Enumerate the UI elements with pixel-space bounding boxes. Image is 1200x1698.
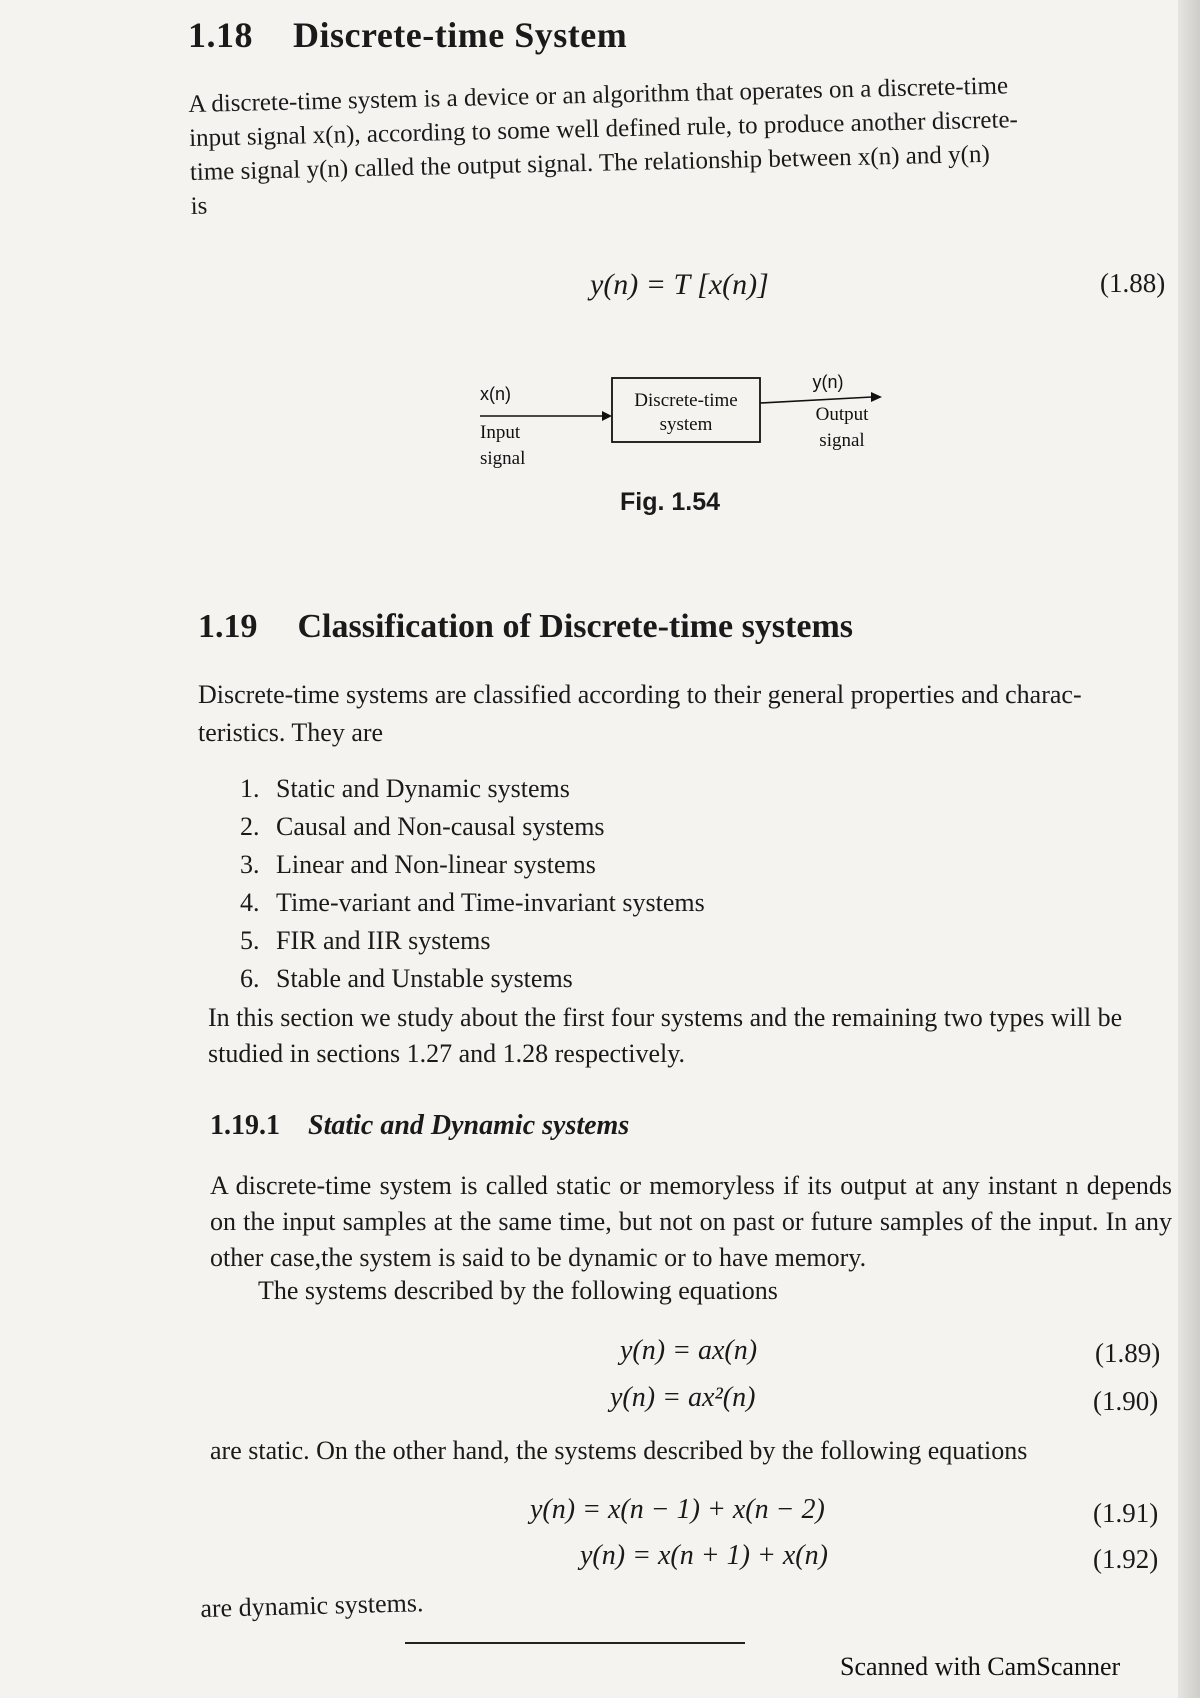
block-diagram	[470, 370, 910, 480]
equation-number: (1.88)	[1100, 268, 1166, 298]
output-label-line-2: signal	[819, 430, 865, 451]
list-item	[240, 808, 705, 846]
equation-number: (1.90)	[1093, 1386, 1159, 1416]
output-symbol: y(n)	[812, 372, 844, 392]
subsection-title: Static and Dynamic systems	[308, 1110, 630, 1141]
static-statement: are static. On the other hand, the systems described by the following equations	[210, 1436, 1028, 1465]
subsection-number: 1.19.1	[210, 1110, 280, 1141]
list-item-text: Linear and Non-linear systems	[276, 850, 596, 879]
list-item	[240, 884, 705, 922]
equation-number: (1.92)	[1093, 1544, 1159, 1574]
input-label-line-1: Input	[480, 422, 521, 443]
equation-1-91: y(n) = x(n − 1) + x(n − 2)	[530, 1494, 825, 1525]
equation-number: (1.89)	[1095, 1338, 1161, 1368]
list-item-text: Time-variant and Time-invariant systems	[276, 888, 705, 917]
list-item-text: Causal and Non-causal systems	[276, 812, 605, 841]
section-1-18-heading	[188, 14, 627, 56]
paragraph-line: input signal x(n), according to some well defined rule, to produce another discrete-	[188, 106, 1019, 152]
figure-caption: Fig. 1.54	[620, 488, 721, 516]
output-arrow-line	[760, 397, 872, 403]
dynamic-statement: are dynamic systems.	[200, 1588, 424, 1623]
equation-1-90: y(n) = ax²(n)	[610, 1382, 756, 1413]
subsection-paragraph: A discrete-time system is called static or memoryless if its output at any instant n depends on the input samples at the same time, but not on past or future samples of the input. In any other case,the system is said to be dynamic or to have memory.	[210, 1171, 1172, 1272]
list-item	[240, 922, 705, 960]
list-item	[240, 960, 705, 998]
paragraph-line: A discrete-time system is a device or an algorithm that operates on a discrete-time	[188, 72, 1009, 118]
section-1-18-paragraph	[188, 66, 1171, 224]
list-item-number: 4.	[240, 888, 260, 917]
footer-rule	[405, 1642, 745, 1644]
system-box-line-1: Discrete-time	[634, 390, 738, 411]
section-title: Classification of Discrete-time systems	[297, 608, 854, 645]
equation-1-88: y(n) = T [x(n)]	[590, 268, 769, 301]
equation-number: (1.91)	[1093, 1498, 1159, 1528]
subsection-1-19-1-heading	[210, 1110, 629, 1142]
list-item-number: 1.	[240, 774, 260, 803]
section-1-19-heading	[198, 608, 853, 646]
paragraph-line: is	[190, 192, 208, 220]
indented-line: The systems described by the following equations	[258, 1276, 778, 1305]
equation-1-92: y(n) = x(n + 1) + x(n)	[580, 1540, 828, 1571]
section-title: Discrete-time System	[293, 15, 628, 55]
list-item	[240, 770, 705, 808]
section-number: 1.18	[188, 15, 253, 55]
section-1-19-intro: Discrete-time systems are classified according to their general properties and charac- teristics. They are	[198, 680, 1082, 747]
list-item-number: 2.	[240, 812, 260, 841]
section-1-19-summary: In this section we study about the first four systems and the remaining two types will be studied in sections 1.27 and 1.28 respectively.	[208, 1003, 1123, 1068]
scanner-watermark: Scanned with CamScanner	[840, 1652, 1121, 1681]
input-label-line-2: signal	[480, 448, 526, 469]
page-edge-shadow	[1178, 0, 1200, 1698]
list-item-text: Stable and Unstable systems	[276, 964, 573, 993]
system-box-line-2: system	[659, 414, 713, 435]
input-arrowhead	[602, 411, 612, 421]
output-arrowhead	[871, 392, 882, 402]
list-item	[240, 846, 705, 884]
list-item-text: FIR and IIR systems	[276, 926, 491, 955]
list-item-number: 5.	[240, 926, 260, 955]
section-number: 1.19	[198, 608, 258, 645]
input-symbol: x(n)	[480, 384, 511, 404]
list-item-number: 6.	[240, 964, 260, 993]
classification-list	[240, 770, 705, 998]
list-item-number: 3.	[240, 850, 260, 879]
list-item-text: Static and Dynamic systems	[276, 774, 570, 803]
output-label-line-1: Output	[815, 404, 869, 425]
paragraph-line: time signal y(n) called the output signal. The relationship between x(n) and y(n)	[189, 140, 991, 186]
equation-1-89: y(n) = ax(n)	[620, 1335, 758, 1366]
